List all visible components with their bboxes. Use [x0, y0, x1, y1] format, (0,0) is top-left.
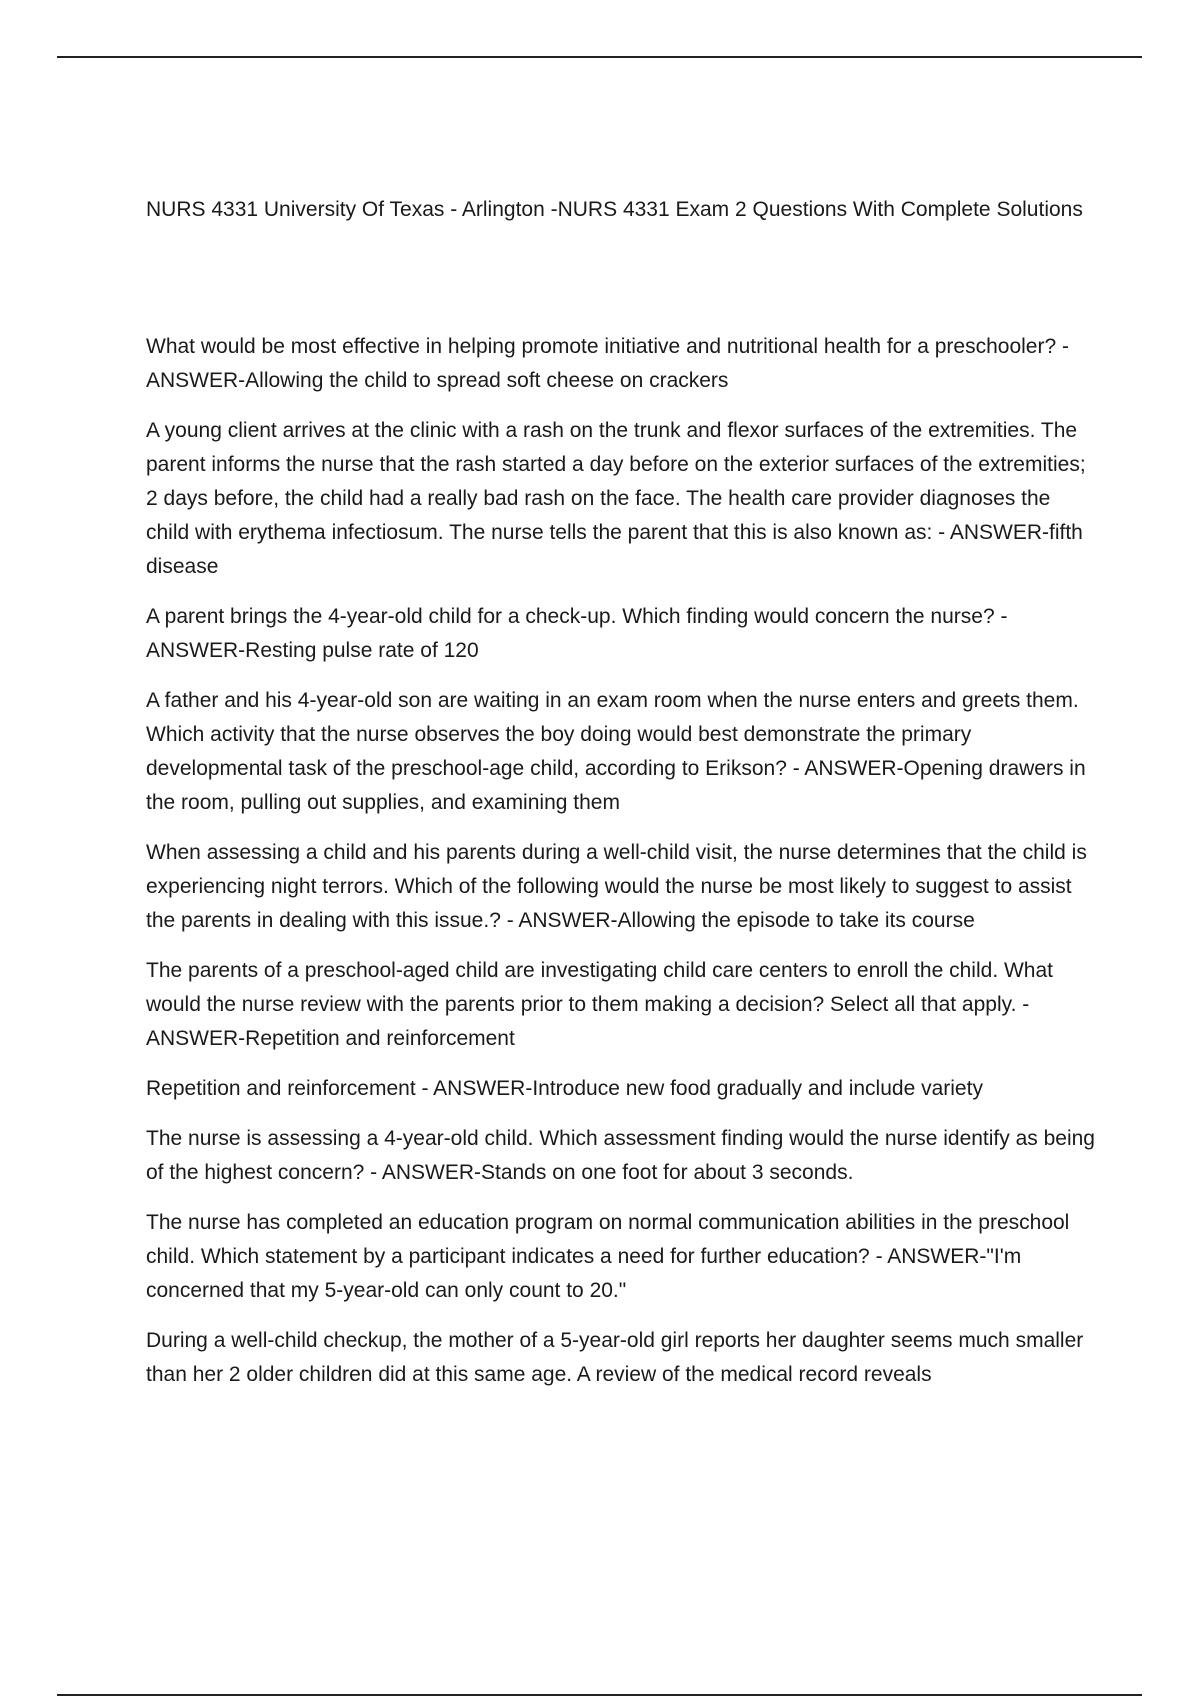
question-item: The parents of a preschool-aged child are investigating child care centers to enroll the child. What would the nurse review with the parents prior to them making a decision? Select all that apply. - ANSWER-Repetition and reinforcement	[146, 959, 1053, 1050]
question-item: The nurse is assessing a 4-year-old child. Which assessment finding would the nurse identify as being of the highest concern? - ANSWER-Stands on one foot for about 3 seconds.	[146, 1127, 1095, 1184]
top-rule	[57, 56, 1142, 58]
question-item: During a well-child checkup, the mother of a 5-year-old girl reports her daughter seems much smaller than her 2 older children did at this same age. A review of the medical record reveals	[146, 1329, 1084, 1386]
question-item: The nurse has completed an education program on normal communication abilities in the preschool child. Which statement by a participant indicates a need for further education? - ANSWER-"I'm concerned that my 5-year-old can only count to 20."	[146, 1211, 1070, 1302]
question-item: A father and his 4-year-old son are waiting in an exam room when the nurse enters and greets them. Which activity that the nurse observes the boy doing would best demonstrate the primary developmental task of the preschool-age child, according to Erikson? - ANSWER-Opening drawers in the room, pulling out supplies, and examining them	[146, 689, 1086, 814]
document-title: NURS 4331 University Of Texas - Arlington -NURS 4331 Exam 2 Questions With Complete Solutions	[146, 198, 1083, 221]
question-item: A parent brings the 4-year-old child for a check-up. Which finding would concern the nurse? - ANSWER-Resting pulse rate of 120	[146, 605, 1008, 662]
question-list	[146, 330, 1096, 1408]
question-item: What would be most effective in helping promote initiative and nutritional health for a preschooler? - ANSWER-Allowing the child to spread soft cheese on crackers	[146, 335, 1069, 392]
bottom-rule	[57, 1694, 1142, 1696]
question-item: When assessing a child and his parents during a well-child visit, the nurse determines that the child is experiencing night terrors. Which of the following would the nurse be most likely to suggest to assist the parents in dealing with this issue.? - ANSWER-Allowing the episode to take its course	[146, 841, 1087, 932]
question-item: A young client arrives at the clinic with a rash on the trunk and flexor surfaces of the extremities. The parent informs the nurse that the rash started a day before on the exterior surfaces of the extremities; 2 days before, the child had a really bad rash on the face. The health care provider diagnoses the child with erythema infectiosum. The nurse tells the parent that this is also known as: - ANSWER-fifth disease	[146, 419, 1086, 578]
question-item: Repetition and reinforcement - ANSWER-Introduce new food gradually and include variety	[146, 1077, 983, 1100]
